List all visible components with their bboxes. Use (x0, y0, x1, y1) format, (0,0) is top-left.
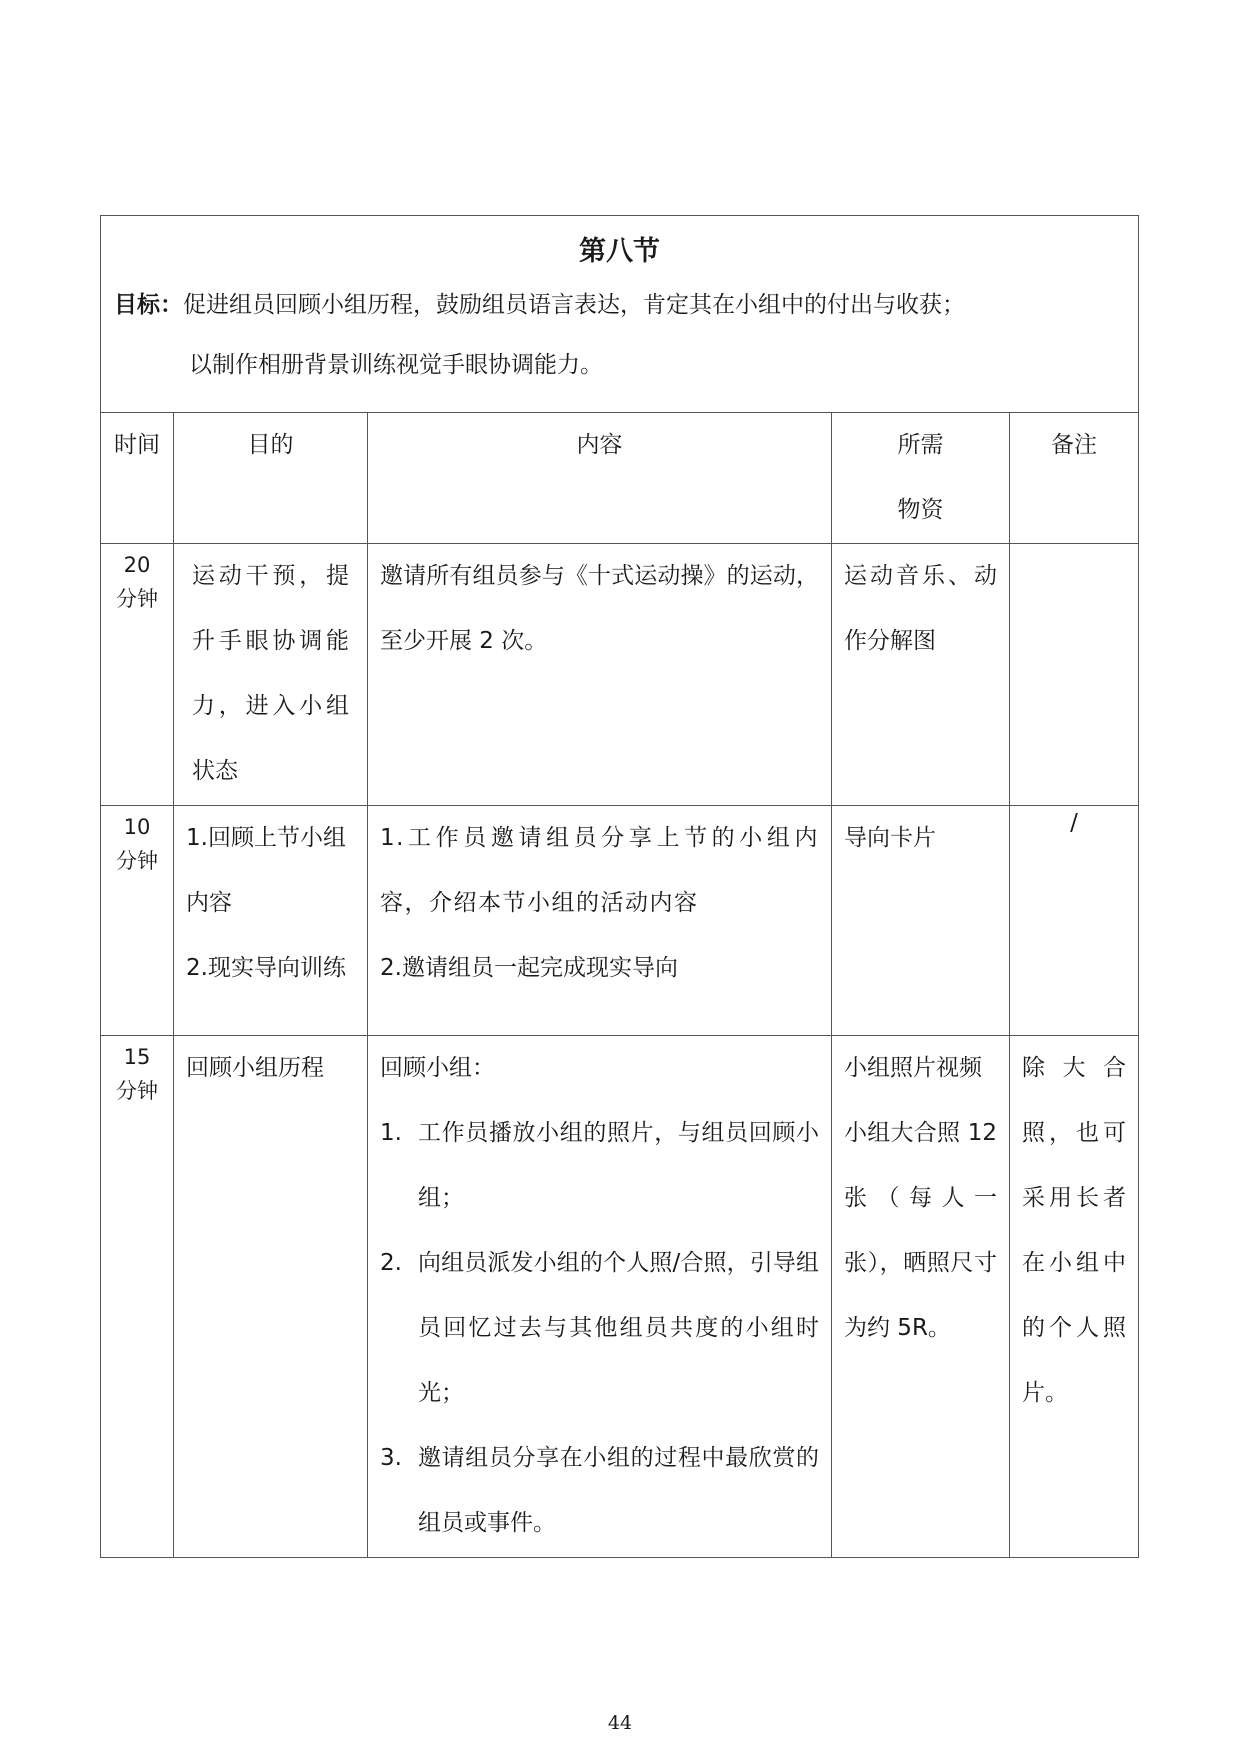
column-header-content: 内容 (368, 413, 832, 544)
time-value: 15 (123, 1045, 151, 1069)
goal-label: 目标： (114, 292, 183, 318)
step-number: 3. (380, 1445, 402, 1471)
step-text: 向组员派发小组的个人照/合照，引导组员回忆过去与其他组员共度的小组时光； (418, 1250, 819, 1406)
notes-cell: 除大合照，也可采用长者在小组中的个人照片。 (1010, 1036, 1139, 1558)
purpose-item: 1.回顾上节小组内容 (186, 825, 346, 916)
content-cell (368, 1036, 832, 1558)
content-item: 2.邀请组员一起完成现实导向 (380, 955, 678, 981)
step-text: 邀请组员分享在小组的过程中最欣赏的组员或事件。 (418, 1445, 819, 1536)
list-item (380, 1426, 819, 1556)
materials-item: 小组照片视频 (844, 1055, 982, 1081)
content-cell: 邀请所有组员参与《十式运动操》的运动，至少开展 2 次。 (368, 544, 832, 806)
section-title: 第八节 (579, 236, 660, 267)
list-item (380, 1101, 819, 1231)
table-row (101, 1036, 1139, 1558)
step-text: 工作员播放小组的照片，与组员回顾小组； (418, 1120, 819, 1211)
materials-cell: 导向卡片 (832, 806, 1010, 1036)
goal-line-1 (101, 272, 1138, 338)
column-header-materials (832, 413, 1010, 544)
purpose-cell: 回顾小组历程 (174, 1036, 368, 1558)
content-item: 1.工作员邀请组员分享上节的小组内容，介绍本节小组的活动内容 (380, 825, 819, 916)
step-number: 1. (380, 1120, 402, 1146)
time-cell (101, 1036, 174, 1558)
column-header-materials-line1: 所需 (897, 432, 944, 458)
session-plan-table (100, 215, 1139, 1558)
list-item (380, 1231, 819, 1426)
column-header-materials-line2: 物资 (897, 497, 944, 523)
column-header-row (101, 413, 1139, 544)
content-steps (380, 1101, 819, 1556)
step-number: 2. (380, 1250, 402, 1276)
materials-item: 小组大合照 12 张（每人一张），晒照尺寸为约 5R。 (844, 1120, 997, 1341)
time-unit: 分钟 (116, 587, 158, 611)
column-header-time: 时间 (101, 413, 174, 544)
column-header-notes: 备注 (1010, 413, 1139, 544)
content-intro: 回顾小组： (380, 1055, 495, 1081)
table-row (101, 544, 1139, 806)
materials-cell (832, 1036, 1010, 1558)
time-value: 10 (123, 815, 151, 839)
table-row (101, 806, 1139, 1036)
column-header-purpose: 目的 (174, 413, 368, 544)
page-number: 44 (607, 1712, 633, 1734)
section-header-row (101, 216, 1139, 413)
time-unit: 分钟 (116, 849, 158, 873)
materials-cell: 运动音乐、动作分解图 (832, 544, 1010, 806)
time-cell (101, 544, 174, 806)
notes-cell (1010, 544, 1139, 806)
purpose-item: 2.现实导向训练 (186, 955, 346, 981)
content-cell (368, 806, 832, 1036)
time-value: 20 (123, 553, 151, 577)
goal-text-1: 促进组员回顾小组历程，鼓励组员语言表达，肯定其在小组中的付出与收获； (183, 292, 965, 318)
time-cell (101, 806, 174, 1036)
section-header-cell (101, 216, 1139, 413)
purpose-cell (174, 806, 368, 1036)
goal-line-2: 以制作相册背景训练视觉手眼协调能力。 (189, 352, 603, 378)
notes-cell: / (1010, 806, 1139, 1036)
time-unit: 分钟 (116, 1079, 158, 1103)
purpose-cell: 运动干预，提升手眼协调能力，进入小组状态 (174, 544, 368, 806)
